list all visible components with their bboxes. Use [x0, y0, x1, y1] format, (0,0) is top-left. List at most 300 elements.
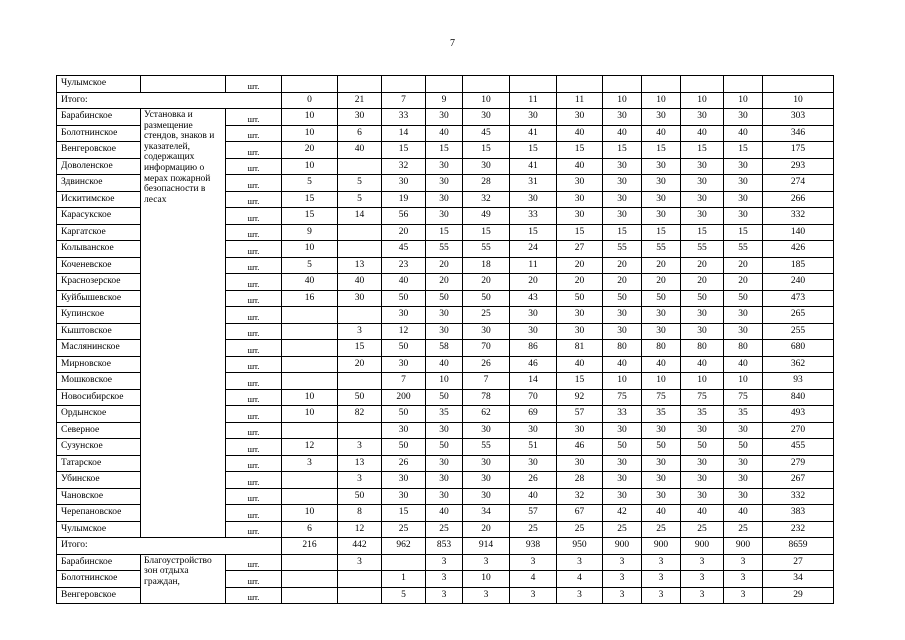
- value-cell: 30: [426, 472, 463, 489]
- forestry-name: Чулымское: [57, 521, 141, 538]
- unit-cell: шт.: [226, 356, 282, 373]
- value-cell: 50: [463, 290, 510, 307]
- unit-cell: шт.: [226, 109, 282, 126]
- value-cell: 32: [463, 191, 510, 208]
- unit-cell: шт.: [226, 439, 282, 456]
- value-cell: 15: [510, 224, 557, 241]
- value-cell: 30: [724, 472, 763, 489]
- value-cell: [282, 323, 338, 340]
- value-cell: 30: [557, 455, 603, 472]
- value-cell: 3: [681, 554, 724, 571]
- value-cell: [282, 488, 338, 505]
- value-cell: 30: [603, 307, 642, 324]
- value-cell: 50: [426, 290, 463, 307]
- value-cell: 25: [724, 521, 763, 538]
- value-cell: [282, 76, 338, 93]
- value-cell: 10: [426, 373, 463, 390]
- value-cell: 3: [642, 587, 681, 604]
- value-cell: 30: [681, 422, 724, 439]
- value-cell: 20: [642, 274, 681, 291]
- row-total-cell: 455: [763, 439, 834, 456]
- value-cell: 3: [681, 587, 724, 604]
- value-cell: 45: [463, 125, 510, 142]
- value-cell: [338, 373, 382, 390]
- value-cell: 18: [463, 257, 510, 274]
- value-cell: 3: [681, 571, 724, 588]
- value-cell: 30: [382, 307, 426, 324]
- value-cell: 30: [603, 191, 642, 208]
- value-cell: 33: [603, 406, 642, 423]
- unit-cell: шт.: [226, 455, 282, 472]
- forestry-name: Доволенское: [57, 158, 141, 175]
- row-total-cell: 680: [763, 340, 834, 357]
- row-total-cell: 346: [763, 125, 834, 142]
- value-cell: 30: [681, 488, 724, 505]
- value-cell: [282, 571, 338, 588]
- value-cell: 30: [382, 422, 426, 439]
- forestry-name: Сузунское: [57, 439, 141, 456]
- value-cell: 75: [642, 389, 681, 406]
- value-cell: 15: [282, 191, 338, 208]
- value-cell: 34: [463, 505, 510, 522]
- value-cell: 13: [338, 455, 382, 472]
- value-cell: 50: [426, 439, 463, 456]
- forestry-name: Колыванское: [57, 241, 141, 258]
- total-value-cell: 0: [282, 92, 338, 109]
- total-label: Итого:: [57, 92, 282, 109]
- row-total-cell: 240: [763, 274, 834, 291]
- value-cell: 81: [557, 340, 603, 357]
- forestry-name: Купинское: [57, 307, 141, 324]
- value-cell: 50: [426, 389, 463, 406]
- forestry-name: Барабинское: [57, 109, 141, 126]
- value-cell: 10: [603, 373, 642, 390]
- value-cell: 3: [426, 587, 463, 604]
- total-row: [57, 92, 834, 109]
- value-cell: 30: [724, 208, 763, 225]
- value-cell: 35: [426, 406, 463, 423]
- total-value-cell: 900: [724, 538, 763, 555]
- value-cell: 40: [681, 356, 724, 373]
- value-cell: 10: [282, 125, 338, 142]
- value-cell: 55: [603, 241, 642, 258]
- page-number: 7: [450, 38, 455, 49]
- value-cell: 31: [510, 175, 557, 192]
- value-cell: [282, 422, 338, 439]
- value-cell: 50: [724, 439, 763, 456]
- value-cell: 35: [724, 406, 763, 423]
- value-cell: 10: [724, 373, 763, 390]
- forestry-name: Болотнинское: [57, 125, 141, 142]
- value-cell: 15: [681, 142, 724, 159]
- value-cell: 10: [282, 109, 338, 126]
- value-cell: 30: [510, 109, 557, 126]
- value-cell: 40: [282, 274, 338, 291]
- value-cell: 40: [557, 125, 603, 142]
- value-cell: [338, 224, 382, 241]
- total-value-cell: 10: [763, 92, 834, 109]
- row-total-cell: 185: [763, 257, 834, 274]
- row-total-cell: 175: [763, 142, 834, 159]
- value-cell: 16: [282, 290, 338, 307]
- row-total-cell: 27: [763, 554, 834, 571]
- value-cell: 30: [681, 208, 724, 225]
- value-cell: 80: [724, 340, 763, 357]
- value-cell: 30: [510, 422, 557, 439]
- value-cell: [681, 76, 724, 93]
- value-cell: 15: [724, 224, 763, 241]
- value-cell: 3: [642, 571, 681, 588]
- value-cell: 20: [510, 274, 557, 291]
- row-total-cell: 279: [763, 455, 834, 472]
- row-total-cell: 140: [763, 224, 834, 241]
- value-cell: 4: [510, 571, 557, 588]
- forestry-name: Куйбышевское: [57, 290, 141, 307]
- value-cell: 3: [510, 554, 557, 571]
- value-cell: 26: [510, 472, 557, 489]
- value-cell: 40: [724, 356, 763, 373]
- forestry-name: Мирновское: [57, 356, 141, 373]
- unit-cell: шт.: [226, 290, 282, 307]
- total-value-cell: 10: [681, 92, 724, 109]
- row-total-cell: 274: [763, 175, 834, 192]
- value-cell: [282, 472, 338, 489]
- value-cell: 15: [382, 505, 426, 522]
- value-cell: 30: [642, 307, 681, 324]
- value-cell: 30: [463, 109, 510, 126]
- forestry-name: Краснозерское: [57, 274, 141, 291]
- value-cell: 50: [382, 290, 426, 307]
- row-total-cell: 29: [763, 587, 834, 604]
- value-cell: 10: [463, 571, 510, 588]
- total-value-cell: 962: [382, 538, 426, 555]
- value-cell: 3: [603, 554, 642, 571]
- value-cell: 20: [426, 274, 463, 291]
- value-cell: [510, 76, 557, 93]
- value-cell: 6: [282, 521, 338, 538]
- value-cell: 3: [426, 554, 463, 571]
- value-cell: 24: [510, 241, 557, 258]
- value-cell: 10: [282, 241, 338, 258]
- unit-cell: шт.: [226, 389, 282, 406]
- value-cell: [282, 340, 338, 357]
- value-cell: 15: [463, 142, 510, 159]
- value-cell: 30: [642, 488, 681, 505]
- total-value-cell: 938: [510, 538, 557, 555]
- value-cell: 45: [382, 241, 426, 258]
- value-cell: 3: [724, 571, 763, 588]
- value-cell: 46: [557, 439, 603, 456]
- value-cell: 30: [681, 175, 724, 192]
- row-total-cell: 293: [763, 158, 834, 175]
- value-cell: 26: [463, 356, 510, 373]
- value-cell: 14: [382, 125, 426, 142]
- value-cell: 14: [510, 373, 557, 390]
- unit-cell: шт.: [226, 257, 282, 274]
- total-value-cell: 9: [426, 92, 463, 109]
- value-cell: 58: [426, 340, 463, 357]
- value-cell: 50: [603, 290, 642, 307]
- value-cell: 25: [426, 521, 463, 538]
- value-cell: 30: [642, 455, 681, 472]
- value-cell: 41: [510, 125, 557, 142]
- row-total-cell: 493: [763, 406, 834, 423]
- value-cell: 26: [382, 455, 426, 472]
- activity-cell: [141, 76, 226, 93]
- value-cell: [338, 241, 382, 258]
- value-cell: 20: [724, 257, 763, 274]
- value-cell: 30: [557, 422, 603, 439]
- value-cell: 15: [510, 142, 557, 159]
- total-value-cell: 900: [642, 538, 681, 555]
- forestry-name: Ордынское: [57, 406, 141, 423]
- value-cell: [338, 571, 382, 588]
- value-cell: 30: [681, 191, 724, 208]
- value-cell: 30: [426, 158, 463, 175]
- value-cell: [282, 356, 338, 373]
- value-cell: 15: [603, 224, 642, 241]
- value-cell: 15: [642, 224, 681, 241]
- forestry-name: Маслянинское: [57, 340, 141, 357]
- value-cell: 30: [557, 191, 603, 208]
- forestry-name: Новосибирское: [57, 389, 141, 406]
- value-cell: 30: [557, 208, 603, 225]
- total-value-cell: 10: [724, 92, 763, 109]
- value-cell: 50: [338, 488, 382, 505]
- value-cell: 30: [603, 488, 642, 505]
- value-cell: 50: [382, 406, 426, 423]
- value-cell: 20: [463, 521, 510, 538]
- total-value-cell: 11: [557, 92, 603, 109]
- row-total-cell: 34: [763, 571, 834, 588]
- forestry-name: Венгеровское: [57, 587, 141, 604]
- value-cell: 3: [510, 587, 557, 604]
- unit-cell: шт.: [226, 224, 282, 241]
- value-cell: 3: [642, 554, 681, 571]
- forestry-name: Барабинское: [57, 554, 141, 571]
- row-total-cell: 303: [763, 109, 834, 126]
- value-cell: 15: [426, 142, 463, 159]
- value-cell: 30: [338, 109, 382, 126]
- value-cell: [557, 76, 603, 93]
- value-cell: [603, 76, 642, 93]
- forestry-name: Коченевское: [57, 257, 141, 274]
- value-cell: 30: [382, 472, 426, 489]
- total-value-cell: 7: [382, 92, 426, 109]
- value-cell: 25: [681, 521, 724, 538]
- value-cell: 30: [510, 323, 557, 340]
- value-cell: 30: [557, 323, 603, 340]
- value-cell: 30: [510, 455, 557, 472]
- value-cell: 23: [382, 257, 426, 274]
- value-cell: 55: [724, 241, 763, 258]
- value-cell: 7: [463, 373, 510, 390]
- forestry-name: Чулымское: [57, 76, 141, 93]
- forestry-name: Венгеровское: [57, 142, 141, 159]
- unit-cell: шт.: [226, 340, 282, 357]
- row-total-cell: 362: [763, 356, 834, 373]
- value-cell: 30: [724, 307, 763, 324]
- total-value-cell: 10: [642, 92, 681, 109]
- value-cell: 32: [557, 488, 603, 505]
- unit-cell: шт.: [226, 142, 282, 159]
- value-cell: [282, 554, 338, 571]
- forestry-name: Черепановское: [57, 505, 141, 522]
- value-cell: 40: [426, 356, 463, 373]
- value-cell: 30: [557, 109, 603, 126]
- value-cell: 25: [382, 521, 426, 538]
- value-cell: 30: [603, 455, 642, 472]
- value-cell: 15: [282, 208, 338, 225]
- value-cell: 9: [282, 224, 338, 241]
- value-cell: 20: [557, 274, 603, 291]
- value-cell: 50: [382, 439, 426, 456]
- row-total-cell: 93: [763, 373, 834, 390]
- value-cell: 42: [603, 505, 642, 522]
- row-total-cell: 332: [763, 488, 834, 505]
- table-row: [57, 109, 834, 126]
- value-cell: 6: [338, 125, 382, 142]
- value-cell: 30: [681, 109, 724, 126]
- value-cell: 3: [603, 571, 642, 588]
- forestry-name: Кыштовское: [57, 323, 141, 340]
- value-cell: 78: [463, 389, 510, 406]
- value-cell: 30: [382, 175, 426, 192]
- value-cell: 30: [724, 488, 763, 505]
- value-cell: 46: [510, 356, 557, 373]
- value-cell: 33: [382, 109, 426, 126]
- value-cell: 43: [510, 290, 557, 307]
- value-cell: 30: [642, 158, 681, 175]
- value-cell: 30: [642, 109, 681, 126]
- forest-fire-measures-table: [56, 75, 834, 604]
- value-cell: 11: [510, 257, 557, 274]
- value-cell: 3: [463, 554, 510, 571]
- value-cell: 33: [510, 208, 557, 225]
- value-cell: 28: [557, 472, 603, 489]
- value-cell: 15: [426, 224, 463, 241]
- value-cell: 82: [338, 406, 382, 423]
- value-cell: 67: [557, 505, 603, 522]
- value-cell: 75: [681, 389, 724, 406]
- value-cell: [338, 422, 382, 439]
- value-cell: 30: [426, 488, 463, 505]
- value-cell: 80: [642, 340, 681, 357]
- value-cell: 10: [282, 406, 338, 423]
- forestry-name: Карасукское: [57, 208, 141, 225]
- value-cell: 40: [510, 488, 557, 505]
- unit-cell: шт.: [226, 125, 282, 142]
- value-cell: 3: [338, 439, 382, 456]
- value-cell: 14: [338, 208, 382, 225]
- value-cell: 30: [463, 472, 510, 489]
- value-cell: 30: [724, 158, 763, 175]
- row-total-cell: 266: [763, 191, 834, 208]
- value-cell: [724, 76, 763, 93]
- row-total-cell: 267: [763, 472, 834, 489]
- value-cell: 15: [338, 340, 382, 357]
- value-cell: [338, 158, 382, 175]
- total-value-cell: 442: [338, 538, 382, 555]
- value-cell: [338, 76, 382, 93]
- value-cell: 4: [557, 571, 603, 588]
- value-cell: 30: [724, 191, 763, 208]
- value-cell: [426, 76, 463, 93]
- value-cell: 40: [681, 505, 724, 522]
- value-cell: 3: [557, 554, 603, 571]
- unit-cell: шт.: [226, 158, 282, 175]
- total-value-cell: 853: [426, 538, 463, 555]
- value-cell: 3: [557, 587, 603, 604]
- value-cell: 30: [338, 290, 382, 307]
- unit-cell: шт.: [226, 571, 282, 588]
- value-cell: 19: [382, 191, 426, 208]
- value-cell: 12: [282, 439, 338, 456]
- value-cell: 30: [426, 191, 463, 208]
- value-cell: 30: [642, 422, 681, 439]
- value-cell: 28: [463, 175, 510, 192]
- value-cell: 5: [338, 175, 382, 192]
- value-cell: [463, 76, 510, 93]
- value-cell: 12: [338, 521, 382, 538]
- value-cell: 3: [338, 472, 382, 489]
- value-cell: 50: [681, 290, 724, 307]
- value-cell: 70: [510, 389, 557, 406]
- value-cell: 55: [642, 241, 681, 258]
- forestry-name: Болотнинское: [57, 571, 141, 588]
- forestry-name: Мошковское: [57, 373, 141, 390]
- total-row: [57, 538, 834, 555]
- value-cell: 3: [338, 323, 382, 340]
- value-cell: 10: [282, 158, 338, 175]
- value-cell: 30: [681, 158, 724, 175]
- unit-cell: шт.: [226, 175, 282, 192]
- value-cell: 3: [603, 587, 642, 604]
- value-cell: 15: [681, 224, 724, 241]
- value-cell: 40: [724, 505, 763, 522]
- value-cell: [382, 76, 426, 93]
- value-cell: 5: [382, 587, 426, 604]
- table-row: [57, 554, 834, 571]
- value-cell: 30: [724, 422, 763, 439]
- value-cell: 40: [338, 274, 382, 291]
- value-cell: [338, 587, 382, 604]
- value-cell: 30: [510, 307, 557, 324]
- value-cell: 15: [642, 142, 681, 159]
- value-cell: 41: [510, 158, 557, 175]
- value-cell: 20: [603, 274, 642, 291]
- value-cell: 20: [557, 257, 603, 274]
- value-cell: 8: [338, 505, 382, 522]
- unit-cell: шт.: [226, 587, 282, 604]
- unit-cell: шт.: [226, 422, 282, 439]
- value-cell: 50: [382, 340, 426, 357]
- value-cell: 5: [282, 257, 338, 274]
- value-cell: 86: [510, 340, 557, 357]
- value-cell: 13: [338, 257, 382, 274]
- value-cell: 62: [463, 406, 510, 423]
- value-cell: 30: [426, 323, 463, 340]
- value-cell: 40: [382, 274, 426, 291]
- unit-cell: шт.: [226, 505, 282, 522]
- unit-cell: шт.: [226, 274, 282, 291]
- forestry-name: Чановское: [57, 488, 141, 505]
- row-total-cell: 270: [763, 422, 834, 439]
- value-cell: 40: [642, 505, 681, 522]
- row-total-cell: 232: [763, 521, 834, 538]
- value-cell: 30: [463, 323, 510, 340]
- value-cell: 5: [338, 191, 382, 208]
